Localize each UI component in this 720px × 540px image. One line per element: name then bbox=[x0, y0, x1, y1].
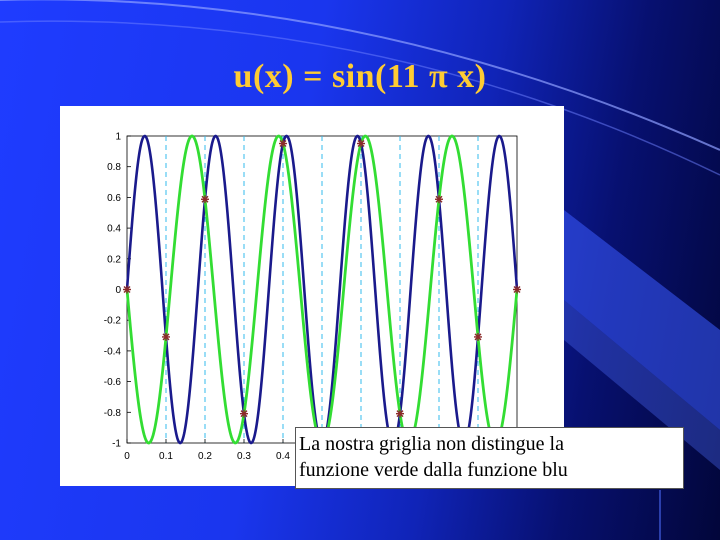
y-tick-label-6: -0.2 bbox=[103, 315, 121, 327]
sample-point-10 bbox=[513, 286, 521, 294]
caption-line-2: funzione verde dalla funzione blu bbox=[299, 459, 568, 481]
sample-point-6 bbox=[357, 140, 365, 148]
sample-point-8 bbox=[435, 195, 443, 203]
sample-point-3 bbox=[240, 410, 248, 418]
y-tick-label-3: 0.4 bbox=[107, 223, 121, 235]
sample-point-1 bbox=[162, 333, 170, 341]
y-tick-label-8: -0.6 bbox=[103, 377, 121, 389]
slide-title: u(x) = sin(11 π x) bbox=[233, 58, 487, 95]
y-tick-label-2: 0.6 bbox=[107, 192, 121, 204]
x-tick-label-2: 0.2 bbox=[198, 451, 212, 462]
sample-point-0 bbox=[123, 286, 131, 294]
x-tick-label-4: 0.4 bbox=[276, 451, 290, 462]
y-tick-label-0: 1 bbox=[115, 131, 121, 143]
y-tick-label-10: -1 bbox=[112, 438, 121, 450]
sample-point-9 bbox=[474, 333, 482, 341]
sample-point-4 bbox=[279, 140, 287, 148]
y-tick-label-9: -0.8 bbox=[103, 407, 121, 419]
x-tick-label-3: 0.3 bbox=[237, 451, 251, 462]
y-tick-label-4: 0.2 bbox=[107, 254, 121, 266]
x-tick-label-0: 0 bbox=[124, 451, 130, 462]
y-tick-label-5: 0 bbox=[115, 285, 121, 296]
sample-point-7 bbox=[396, 410, 404, 418]
x-tick-label-1: 0.1 bbox=[159, 451, 173, 462]
sample-point-2 bbox=[201, 195, 209, 203]
y-tick-label-7: -0.4 bbox=[103, 346, 121, 358]
caption-line-1: La nostra griglia non distingue la bbox=[299, 433, 564, 455]
y-tick-label-1: 0.8 bbox=[107, 162, 121, 174]
caption-box bbox=[295, 427, 684, 489]
